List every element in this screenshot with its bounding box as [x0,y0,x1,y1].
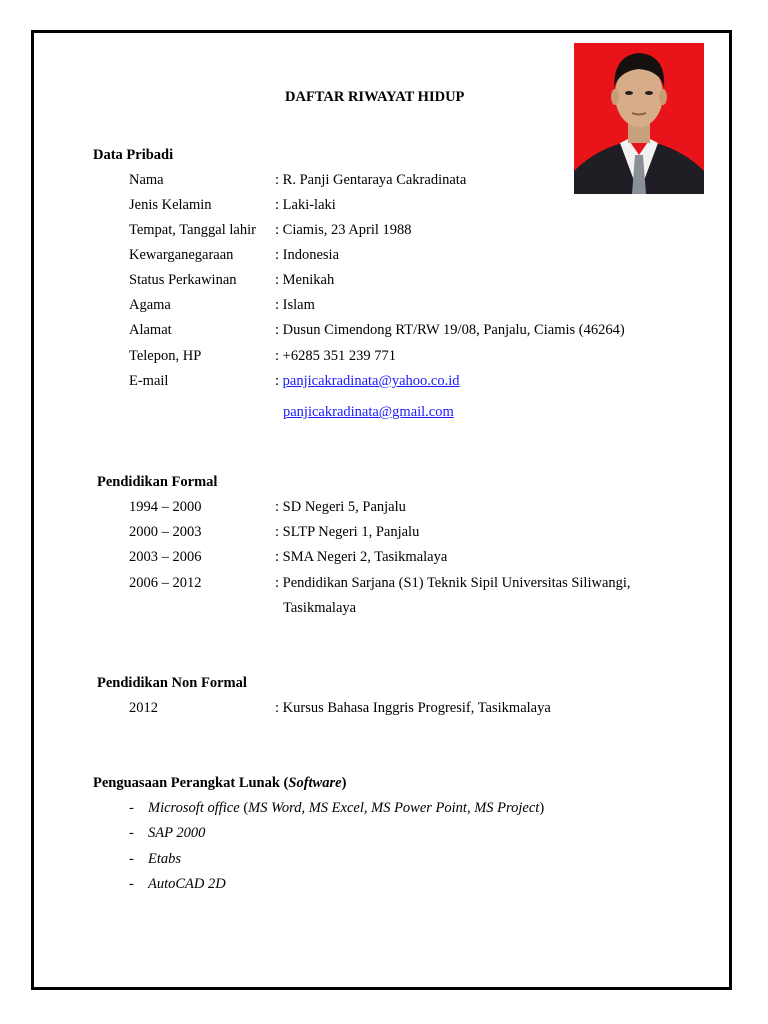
document-title: DAFTAR RIWAYAT HIDUP [285,89,465,105]
email-link-gmail[interactable]: panjicakradinata@gmail.com [283,404,454,420]
formal-period: 2000 – 2003 [129,524,202,540]
formal-period: 2006 – 2012 [129,575,202,591]
personal-value: : Laki-laki [275,197,336,213]
personal-label: Kewarganegaraan [129,247,234,263]
personal-value: : +6285 351 239 771 [275,348,396,364]
list-bullet: - [129,876,134,892]
profile-photo [574,43,704,194]
nonformal-year: 2012 [129,700,158,716]
list-bullet: - [129,800,134,816]
section-heading-personal: Data Pribadi [93,147,174,163]
email-link-yahoo[interactable]: panjicakradinata@yahoo.co.id [282,373,460,389]
software-heading-text: Penguasaan Perangkat Lunak ( [93,775,289,791]
section-heading-formal: Pendidikan Formal [97,474,218,490]
email-label: E-mail [129,373,169,389]
formal-period: 1994 – 2000 [129,499,202,515]
software-item: Etabs [148,851,182,867]
personal-label: Tempat, Tanggal lahir [129,222,256,238]
software-item [148,799,544,817]
software-item-paren-close: ) [539,800,545,816]
portrait-image [574,43,704,194]
software-item: AutoCAD 2D [148,876,226,892]
section-heading-software [93,774,346,792]
software-item-name: Microsoft office [148,800,240,816]
formal-school: : Pendidikan Sarjana (S1) Teknik Sipil Universitas Siliwangi, [275,575,631,591]
personal-label: Status Perkawinan [129,272,237,288]
formal-school: : SLTP Negeri 1, Panjalu [275,524,420,540]
personal-label: Nama [129,172,164,188]
personal-value: : Islam [275,297,315,313]
personal-value: : Indonesia [275,247,340,263]
formal-period: 2003 – 2006 [129,549,202,565]
personal-label: Agama [129,297,171,313]
personal-label: Telepon, HP [129,348,202,364]
personal-value: : Ciamis, 23 April 1988 [275,222,412,238]
section-heading-nonformal: Pendidikan Non Formal [97,675,247,691]
email-row-2 [283,403,454,421]
formal-school: : SMA Negeri 2, Tasikmalaya [275,549,448,565]
list-bullet: - [129,825,134,841]
personal-value: : Dusun Cimendong RT/RW 19/08, Panjalu, Ciamis (46264) [275,322,625,338]
personal-label: Jenis Kelamin [129,197,212,213]
nonformal-course: : Kursus Bahasa Inggris Progresif, Tasikmalaya [275,700,551,716]
list-bullet: - [129,851,134,867]
personal-label: Alamat [129,322,172,338]
personal-value: : R. Panji Gentaraya Cakradinata [275,172,467,188]
personal-value: : Menikah [275,272,335,288]
formal-school-continuation: Tasikmalaya [283,600,357,616]
software-item-detail: MS Word, MS Excel, MS Power Point, MS Project [248,800,540,816]
software-item-paren-open: ( [239,800,249,816]
email-row [275,372,459,390]
formal-school: : SD Negeri 5, Panjalu [275,499,406,515]
email-colon: : [275,373,283,389]
software-heading-italic: Software [288,775,342,791]
software-item: SAP 2000 [148,825,206,841]
software-heading-close: ) [341,775,347,791]
